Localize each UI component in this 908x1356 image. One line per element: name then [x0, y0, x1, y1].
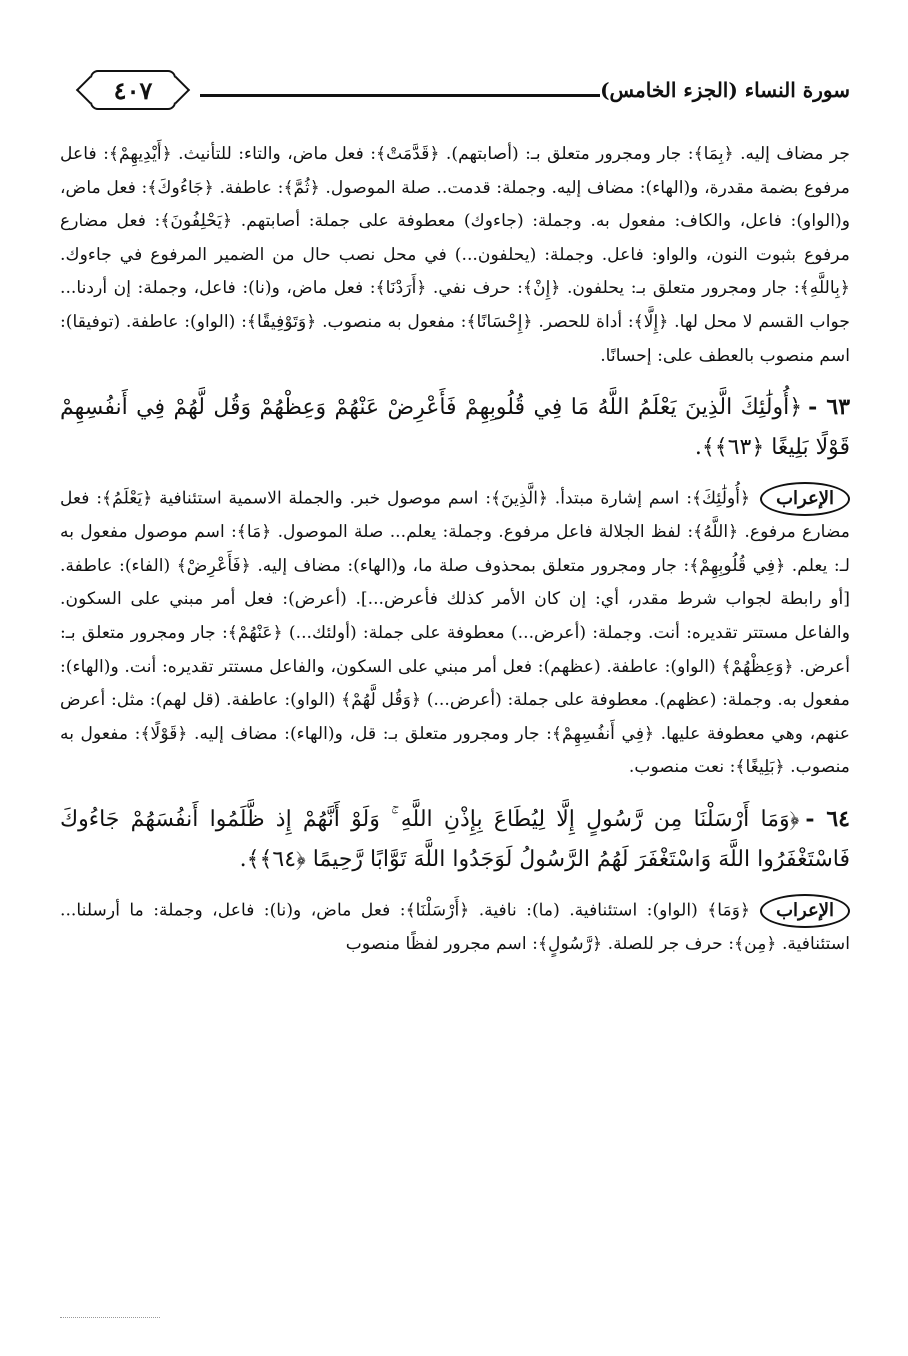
irab-label: الإعراب [760, 482, 850, 516]
irab-text: ﴿أُولَٰئِكَ﴾: اسم إشارة مبتدأ. ﴿الَّذِينَ﴾: اسم موصول خبر. والجملة الاسمية استئنافية ﴿يَعْلَمُ﴾: فعل مضارع مرفوع. ﴿اللَّهُ﴾: لفظ الجلالة فاعل مرفوع. وجملة: يعلم... صلة الموصول. ﴿مَا﴾: اسم موصول مفعول به لـ: يعلم. ﴿فِي قُلُوبِهِمْ﴾: جار ومجرور متعلق بمحذوف صلة ما، و(الهاء): مضاف إليه. ﴿فَأَعْرِضْ﴾ (الفاء): عاطفة. [أو رابطة لجواب شرط مقدر، أي: إن كان الأمر كذلك فأعرض...]. (أعرض): فعل أمر مبني على السكون. والفاعل مستتر تقديره: أنت. وجملة: (أعرض...) معطوفة على جملة: (أولئك...) ﴿عَنْهُمْ﴾: جار ومجرور متعلق بـ: أعرض. ﴿وَعِظْهُمْ﴾ (الواو): عاطفة. (عظهم): فعل أمر مبني على السكون، والفاعل مستتر تقديره: أنت. و(الهاء): مفعول به. وجملة: (عظهم). معطوفة على جملة: (أعرض...) ﴿وَقُل لَّهُمْ﴾ (الواو): عاطفة. (قل لهم): مثل: أعرض عنهم، وهي معطوفة عليها. ﴿فِي أَنفُسِهِمْ﴾: جار ومجرور متعلق بـ: قل، و(الهاء): مضاف إليه. ﴿قَوْلًا﴾: مفعول به منصوب. ﴿بَلِيغًا﴾: نعت منصوب. [60, 488, 850, 778]
verse-64 [60, 799, 850, 880]
verse-number: ٦٤ - [805, 806, 850, 832]
page-number-frame [90, 70, 176, 110]
page-content [60, 138, 850, 972]
irab-label: الإعراب [760, 894, 850, 928]
footer-dots [60, 1317, 160, 1318]
page-number: ٤٠٧ [113, 75, 153, 105]
verse-text: ﴿أُولَٰئِكَ الَّذِينَ يَعْلَمُ اللَّهُ مَا فِي قُلُوبِهِمْ فَأَعْرِضْ عَنْهُمْ وَعِظْهُمْ وَقُل لَّهُمْ فِي أَنفُسِهِمْ قَوْلًا بَلِيغًا ﴿٦٣﴾﴾. [60, 395, 850, 461]
header-rule [200, 94, 600, 97]
book-page [60, 60, 850, 1320]
irab-63 [60, 482, 850, 785]
verse-number: ٦٣ - [808, 394, 851, 421]
running-title: سورة النساء (الجزء الخامس) [600, 78, 850, 102]
verse-63 [60, 387, 850, 468]
irab-text: ﴿وَمَا﴾ (الواو): استئنافية. (ما): نافية. ﴿أَرْسَلْنَا﴾: فعل ماض، و(نا): فاعل، وجملة: ما أرسلنا... استئنافية. ﴿مِن﴾: حرف جر للصلة. ﴿رَّسُولٍ﴾: اسم مجرور لفظًا منصوب [60, 900, 850, 955]
page-header [60, 60, 850, 120]
paragraph-intro: جر مضاف إليه. ﴿بِمَا﴾: جار ومجرور متعلق بـ: (أصابتهم). ﴿قَدَّمَتْ﴾: فعل ماض، والتاء: للتأنيث. ﴿أَيْدِيهِمْ﴾: فاعل مرفوع بضمة مقدرة، و(الهاء): مضاف إليه. وجملة: قدمت.. صلة الموصول. ﴿ثُمَّ﴾: عاطفة. ﴿جَاءُوكَ﴾: فعل ماض، و(الواو): فاعل، والكاف: مفعول به. وجملة: (جاءوك) معطوفة على جملة: أصابتهم. ﴿يَحْلِفُونَ﴾: فعل مضارع مرفوع بثبوت النون، والواو: فاعل. وجملة: (يحلفون...) في محل نصب حال من الضمير المرفوع في جاءوك. ﴿بِاللَّهِ﴾: جار ومجرور متعلق بـ: يحلفون. ﴿إِنْ﴾: حرف نفي. ﴿أَرَدْنَا﴾: فعل ماض، و(نا): فاعل، وجملة: إن أردنا... جواب القسم لا محل لها. ﴿إِلَّا﴾: أداة للحصر. ﴿إِحْسَانًا﴾: مفعول به منصوب. ﴿وَتَوْفِيقًا﴾: (الواو): عاطفة. (توفيقا): اسم منصوب بالعطف على: إحسانًا. [60, 144, 850, 366]
irab-64 [60, 894, 850, 962]
verse-text: ﴿وَمَا أَرْسَلْنَا مِن رَّسُولٍ إِلَّا لِيُطَاعَ بِإِذْنِ اللَّهِ ۚ وَلَوْ أَنَّهُمْ إِذ ظَّلَمُوا أَنفُسَهُمْ جَاءُوكَ فَاسْتَغْفَرُوا اللَّهَ وَاسْتَغْفَرَ لَهُمُ الرَّسُولُ لَوَجَدُوا اللَّهَ تَوَّابًا رَّحِيمًا ﴿٦٤﴾﴾. [60, 807, 850, 872]
